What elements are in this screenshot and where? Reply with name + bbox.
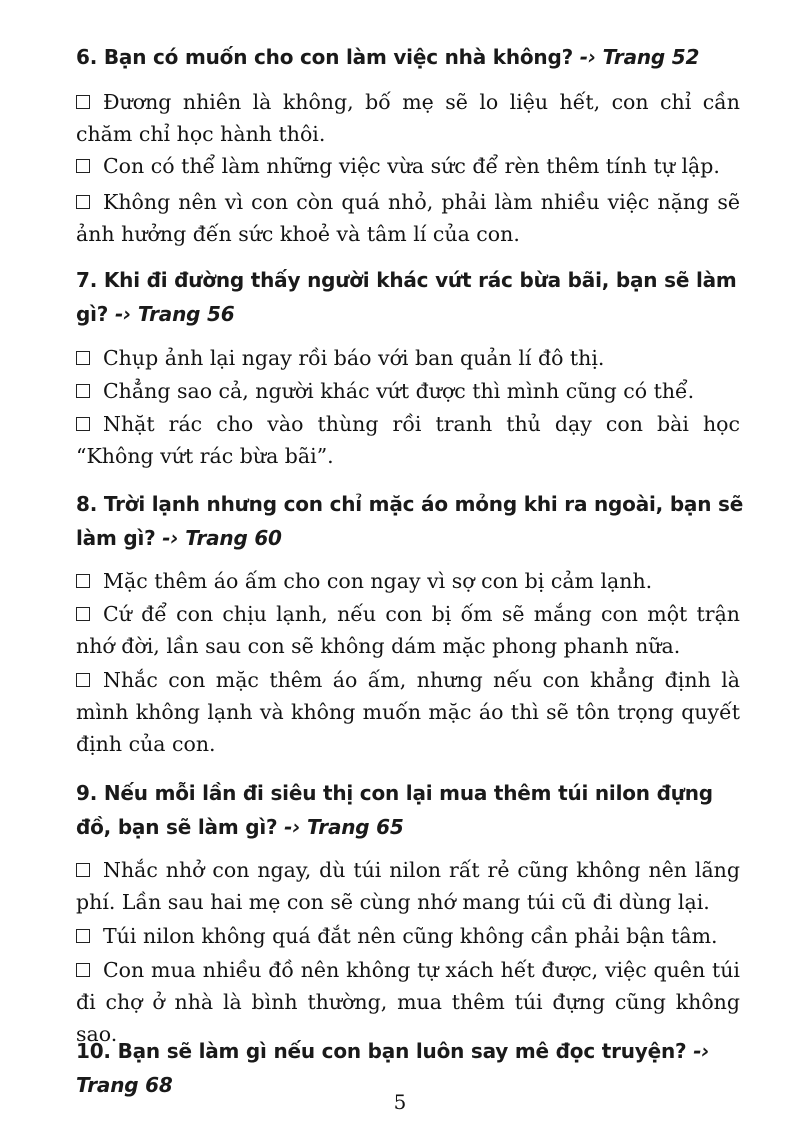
question-9-title: 9. Nếu mỗi lần đi siêu thị con lại mua thêm túi nilon đựng đồ, bạn sẽ làm gì? -› Trang 65 — [76, 781, 713, 839]
option-8a: Mặc thêm áo ấm cho con ngay vì sợ con bị cảm lạnh. — [76, 565, 740, 597]
checkbox[interactable] — [76, 351, 90, 365]
question-6-title: 6. Bạn có muốn cho con làm việc nhà không? -› Trang 52 — [76, 45, 700, 69]
option-9c: Con mua nhiều đồ nên không tự xách hết được, việc quên túi đi chợ ở nhà là bình thường, mua thêm túi đựng cũng không sao. — [76, 958, 740, 1046]
checkbox[interactable] — [76, 195, 90, 209]
checkbox[interactable] — [76, 95, 90, 109]
option-7a: Chụp ảnh lại ngay rồi báo với ban quản lí đô thị. — [76, 342, 740, 374]
page-reference: -› Trang 60 — [162, 526, 282, 550]
question-8-title: 8. Trời lạnh nhưng con chỉ mặc áo mỏng khi ra ngoài, bạn sẽ làm gì? -› Trang 60 — [76, 492, 744, 550]
option-7b: Chẳng sao cả, người khác vứt được thì mình cũng có thể. — [76, 375, 740, 407]
checkbox[interactable] — [76, 384, 90, 398]
page-number: 5 — [393, 1090, 407, 1114]
checkbox[interactable] — [76, 417, 90, 431]
checkbox[interactable] — [76, 159, 90, 173]
option-8b: Cứ để con chịu lạnh, nếu con bị ốm sẽ mắng con một trận nhớ đời, lần sau con sẽ không dám mặc phong phanh nữa. — [76, 602, 740, 658]
page-reference: -› Trang 52 — [579, 45, 700, 69]
page-reference: -› Trang 56 — [114, 302, 235, 326]
question-7-title: 7. Khi đi đường thấy người khác vứt rác bừa bãi, bạn sẽ làm gì? -› Trang 56 — [76, 268, 737, 326]
checkbox[interactable] — [76, 574, 90, 588]
page-reference: -› Trang 65 — [284, 815, 404, 839]
option-6a: Đương nhiên là không, bố mẹ sẽ lo liệu hết, con chỉ cần chăm chỉ học hành thôi. — [76, 90, 740, 146]
option-6b: Con có thể làm những việc vừa sức để rèn thêm tính tự lập. — [76, 150, 740, 182]
option-6c: Không nên vì con còn quá nhỏ, phải làm nhiều việc nặng sẽ ảnh hưởng đến sức khoẻ và tâm lí của con. — [76, 190, 740, 246]
checkbox[interactable] — [76, 963, 90, 977]
checkbox[interactable] — [76, 929, 90, 943]
question-10-title: 10. Bạn sẽ làm gì nếu con bạn luôn say mê đọc truyện? -› Trang 68 — [76, 1039, 710, 1097]
checkbox[interactable] — [76, 607, 90, 621]
option-7c: Nhặt rác cho vào thùng rồi tranh thủ dạy con bài học “Không vứt rác bừa bãi”. — [76, 412, 740, 468]
option-8c: Nhắc con mặc thêm áo ấm, nhưng nếu con khẳng định là mình không lạnh và không muốn mặc áo thì sẽ tôn trọng quyết định của con. — [76, 668, 740, 756]
option-9a: Nhắc nhở con ngay, dù túi nilon rất rẻ cũng không nên lãng phí. Lần sau hai mẹ con sẽ cùng nhớ mang túi cũ đi dùng lại. — [76, 858, 740, 914]
checkbox[interactable] — [76, 863, 90, 877]
checkbox[interactable] — [76, 673, 90, 687]
page-reference: -› Trang 68 — [76, 1039, 710, 1097]
option-9b: Túi nilon không quá đắt nên cũng không cần phải bận tâm. — [76, 920, 740, 952]
